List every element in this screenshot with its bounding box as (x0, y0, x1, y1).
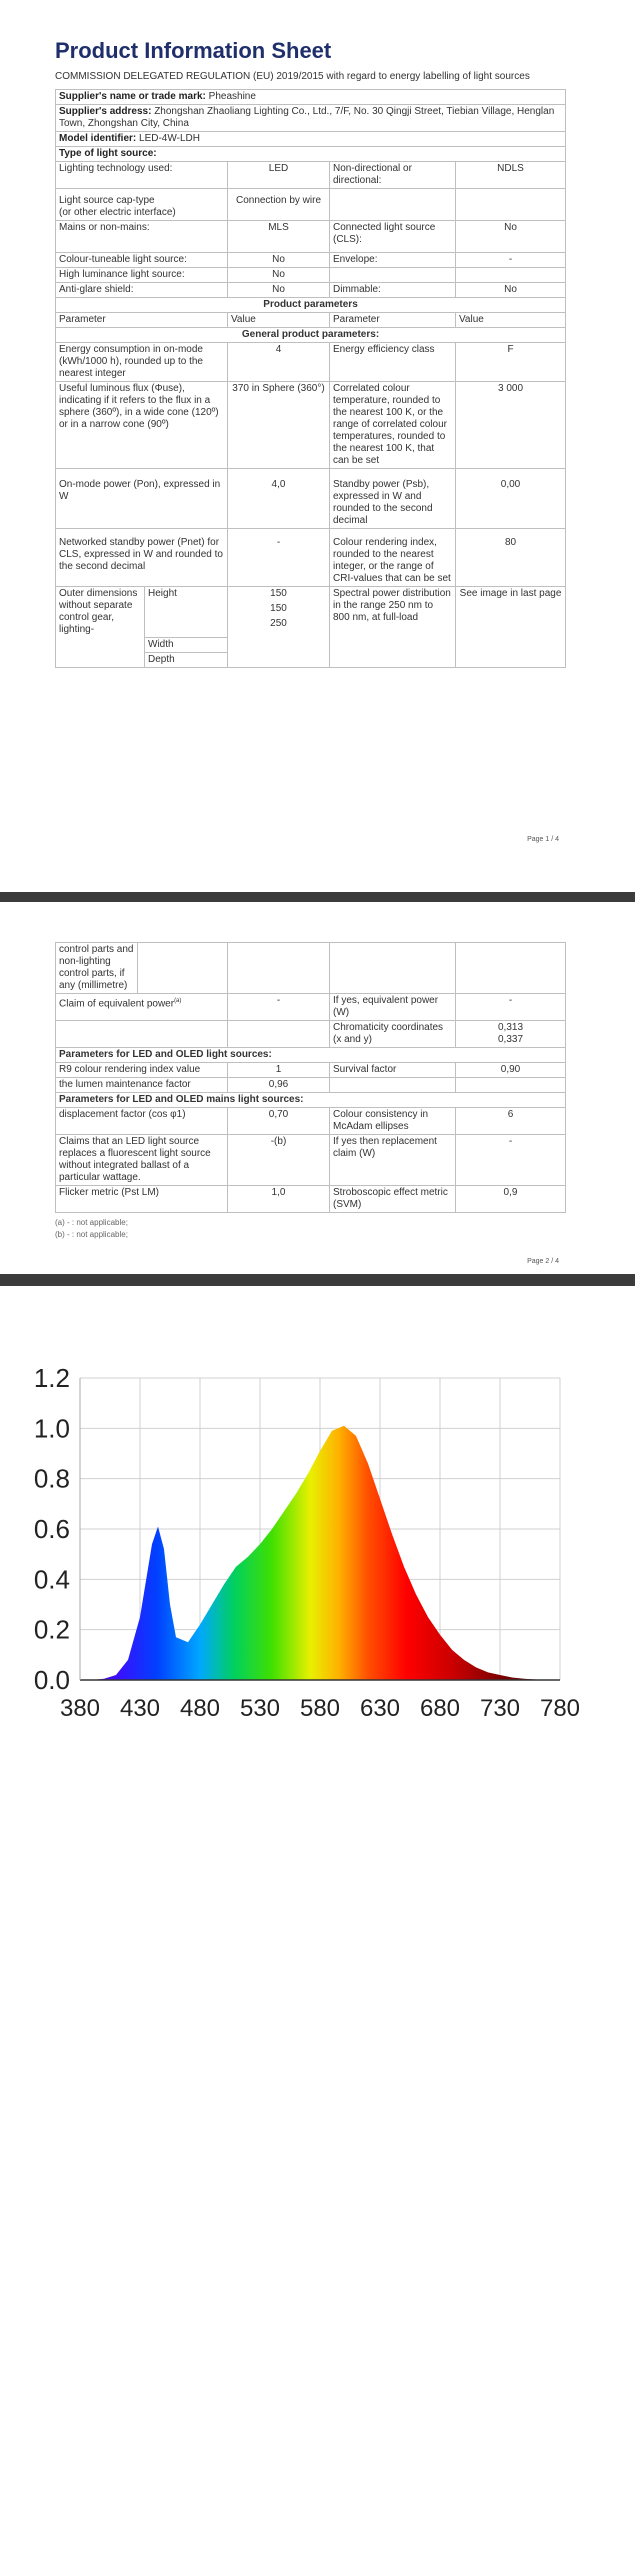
disp-label: displacement factor (cos φ1) (56, 1108, 228, 1135)
x-tick-label: 680 (419, 1695, 461, 1722)
regulation-text: COMMISSION DELEGATED REGULATION (EU) 2019/2015 with regard to energy labelling of light sources (55, 71, 530, 82)
model-value: LED-4W-LDH (139, 133, 200, 144)
env-value: - (456, 253, 566, 268)
flux-label: Useful luminous flux (Φuse), indicating if it refers to the flux in a sphere (360º), in a wide cone (120º) or in a narrow cone (90º) (56, 382, 228, 469)
disp-value: 0,70 (228, 1108, 330, 1135)
cap-label-line1: Light source cap-type (59, 195, 155, 206)
glare-label: Anti-glare shield: (56, 283, 228, 298)
page-number-2: Page 2 / 4 (527, 1258, 559, 1265)
energy-value: 4 (228, 343, 330, 382)
col-value: Value (228, 313, 330, 328)
claim2-value: -(b) (228, 1135, 330, 1186)
x-tick-label: 630 (359, 1695, 401, 1722)
claim-value: - (228, 994, 330, 1021)
r9-value: 1 (228, 1063, 330, 1078)
height-label: Height (145, 587, 228, 637)
claim2-label: Claims that an LED light source replaces a fluorescent light source without integrated ballast of a particular wattage. (56, 1135, 228, 1186)
col-param2: Parameter (330, 313, 456, 328)
x-tick-label: 780 (539, 1695, 581, 1722)
cons-value: 6 (456, 1108, 566, 1135)
nondir-value: NDLS (456, 162, 566, 189)
energy-label: Energy consumption in on-mode (kWh/1000 h), rounded up to the nearest integer (56, 343, 228, 382)
mains-label: Mains or non-mains: (56, 221, 228, 253)
x-tick-label: 380 (59, 1695, 101, 1722)
y-tick-label: 0.6 (33, 1514, 70, 1544)
glare-value: No (228, 283, 330, 298)
outer-label: Outer dimensions without separate control gear, lighting- (56, 587, 145, 637)
height-value: 150 (270, 588, 287, 599)
cap-label (56, 189, 228, 221)
r9-label: R9 colour rendering index value (56, 1063, 228, 1078)
type-label: Type of light source: (56, 147, 566, 162)
cct-label: Correlated colour temperature, rounded to the nearest 100 K, or the range of correlated colour temperatures, rounded to the nearest 100 K, that can be set (330, 382, 456, 469)
x-tick-label: 480 (179, 1695, 221, 1722)
supplier-row (56, 90, 566, 105)
spectrum-chart (0, 1350, 635, 2560)
y-tick-label: 1.0 (33, 1413, 70, 1444)
lumm-value: 0,96 (228, 1078, 330, 1093)
flicker-label: Flicker metric (Pst LM) (56, 1186, 228, 1213)
page-separator (0, 1274, 635, 1286)
supplier-label: Supplier's name or trade mark: (59, 91, 206, 102)
cri-label: Colour rendering index, rounded to the nearest integer, or the range of CRI-values that can be set (330, 529, 456, 587)
col-param: Parameter (56, 313, 228, 328)
eclass-value: F (456, 343, 566, 382)
y-tick-label: 1.2 (33, 1363, 70, 1393)
address-row (56, 105, 566, 132)
page-2 (55, 914, 565, 1274)
tune-value: No (228, 253, 330, 268)
pnet-label: Networked standby power (Pnet) for CLS, expressed in W and rounded to the second decimal (56, 529, 228, 587)
flux-value: 370 in Sphere (360°) (228, 382, 330, 469)
address-label: Supplier's address: (59, 106, 152, 117)
address-value: Zhongshan Zhaoliang Lighting Co., Ltd., 7/F, No. 30 Qingji Street, Tiebian Village, Henglan Town, Zhongshan City, China (59, 106, 555, 129)
chroma-x: 0,313 (497, 1022, 524, 1033)
strobe-value: 0,9 (456, 1186, 566, 1213)
mains-value: MLS (228, 221, 330, 253)
psb-label: Standby power (Psb), expressed in W and rounded to the second decimal (330, 469, 456, 529)
width-value: 150 (270, 603, 287, 614)
chroma-y: 0,337 (497, 1034, 524, 1045)
led-header: Parameters for LED and OLED light sources: (56, 1048, 566, 1063)
model-row (56, 132, 566, 147)
eqpow-label: If yes, equivalent power (W) (330, 994, 456, 1021)
spectrum-area (79, 1425, 560, 1680)
supplier-value: Pheashine (208, 91, 256, 102)
strobe-label: Stroboscopic effect metric (SVM) (330, 1186, 456, 1213)
eqpow-value: - (456, 994, 566, 1021)
x-tick-label: 730 (479, 1695, 521, 1722)
cct-value: 3 000 (456, 382, 566, 469)
hilum-value: No (228, 268, 330, 283)
outer-label-continued: control parts and non-lighting control parts, if any (millimetre) (56, 943, 138, 993)
spd-value: See image in last page (456, 587, 566, 668)
spectrum-fill (80, 1426, 560, 1680)
page-separator (0, 892, 635, 902)
env-label: Envelope: (330, 253, 456, 268)
x-tick-label: 530 (239, 1695, 281, 1722)
depth-value: 250 (270, 618, 287, 629)
cls-value: No (456, 221, 566, 253)
cls-label: Connected light source (CLS): (330, 221, 456, 253)
spectrum-chart-svg (0, 1350, 635, 1910)
y-tick-label: 0.8 (33, 1463, 70, 1494)
ledm-header: Parameters for LED and OLED mains light sources: (56, 1093, 566, 1108)
repl-value: - (456, 1135, 566, 1186)
repl-label: If yes then replacement claim (W) (330, 1135, 456, 1186)
claim-sup: (a) (174, 998, 182, 1004)
page-number-1: Page 1 / 4 (527, 836, 559, 843)
surv-value: 0,90 (456, 1063, 566, 1078)
general-header: General product parameters: (56, 328, 566, 343)
pon-label: On-mode power (Pon), expressed in W (56, 469, 228, 529)
note-b: (b) - : not applicable; (55, 1230, 128, 1239)
dim-value: No (456, 283, 566, 298)
outer-dim-cell (56, 587, 228, 668)
width-label: Width (145, 637, 228, 652)
claim-label: Claim of equivalent power$^{(a)}$ (56, 994, 228, 1021)
nondir-label: Non-directional or directional: (330, 162, 456, 189)
y-tick-label: 0.2 (33, 1614, 70, 1645)
info-table-continued (55, 942, 566, 1213)
psb-value: 0,00 (456, 469, 566, 529)
pnet-value: - (228, 529, 330, 587)
spd-label: Spectral power distribution in the range 250 nm to 800 nm, at full-load (330, 587, 456, 668)
y-tick-label: 0.0 (33, 1665, 70, 1695)
hilum-label: High luminance light source: (56, 268, 228, 283)
pon-value: 4,0 (228, 469, 330, 529)
info-table (55, 89, 566, 668)
page-1 (55, 0, 565, 892)
cri-value: 80 (456, 529, 566, 587)
depth-label: Depth (148, 653, 175, 665)
chroma-label: Chromaticity coordinates (x and y) (330, 1021, 456, 1048)
model-label: Model identifier: (59, 133, 137, 144)
lumm-label: the lumen maintenance factor (56, 1078, 228, 1093)
tech-value: LED (228, 162, 330, 189)
x-tick-label: 580 (299, 1695, 341, 1722)
col-value2: Value (456, 313, 566, 328)
y-tick-label: 0.4 (33, 1564, 70, 1595)
dims-values (228, 587, 330, 668)
params-header: Product parameters (56, 298, 566, 313)
x-tick-label: 430 (119, 1695, 161, 1722)
page-title: Product Information Sheet (55, 38, 332, 63)
chroma-value (456, 1021, 566, 1048)
cap-value: Connection by wire (228, 189, 330, 221)
tech-label: Lighting technology used: (56, 162, 228, 189)
cons-label: Colour consistency in McAdam ellipses (330, 1108, 456, 1135)
flicker-value: 1,0 (228, 1186, 330, 1213)
eclass-label: Energy efficiency class (330, 343, 456, 382)
surv-label: Survival factor (330, 1063, 456, 1078)
tune-label: Colour-tuneable light source: (56, 253, 228, 268)
dim-label: Dimmable: (330, 283, 456, 298)
note-a: (a) - : not applicable; (55, 1218, 128, 1227)
cap-label-line2: (or other electric interface) (59, 207, 176, 218)
